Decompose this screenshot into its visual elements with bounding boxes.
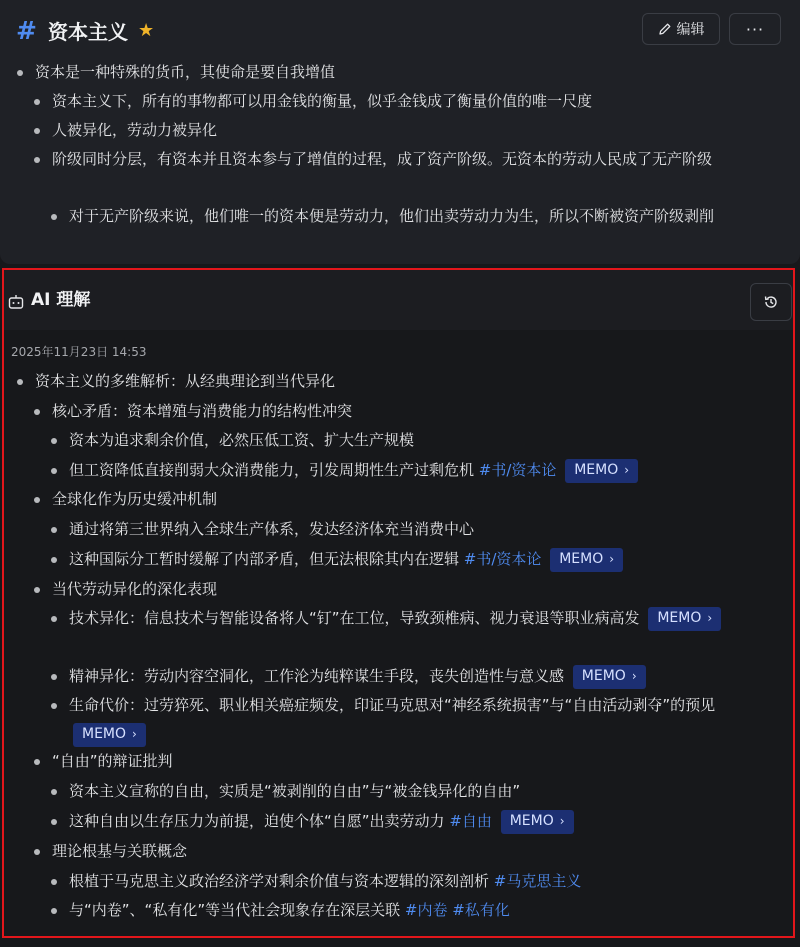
list-item: “自由”的辩证批判 bbox=[4, 747, 793, 776]
tag-link[interactable]: #书/资本论 bbox=[478, 461, 557, 479]
hashtag-icon: # bbox=[16, 15, 37, 45]
memo-button[interactable]: MEMO › bbox=[73, 723, 146, 747]
tag-link[interactable]: #书/资本论 bbox=[463, 550, 542, 568]
list-item: 通过将第三世界纳入全球生产体系，发达经济体充当消费中心 bbox=[4, 515, 793, 544]
list-item: 技术异化：信息技术与智能设备将人“钉”在工位，导致颈椎病、视力衰退等职业病高发 MEMO › bbox=[4, 604, 793, 664]
chevron-right-icon: › bbox=[559, 813, 565, 828]
more-button[interactable] bbox=[729, 13, 781, 45]
list-item: 资本主义下，所有的事物都可以用金钱的衡量，似乎金钱成了衡量价值的唯一尺度 bbox=[0, 87, 800, 116]
list-item: 精神异化：劳动内容空洞化，工作沦为纯粹谋生手段，丧失创造性与意义感 MEMO › bbox=[4, 662, 793, 691]
list-item: 但工资降低直接削弱大众消费能力，引发周期性生产过剩危机 #书/资本论 MEMO › bbox=[4, 456, 793, 485]
list-item: 这种国际分工暂时缓解了内部矛盾，但无法根除其内在逻辑 #书/资本论 MEMO › bbox=[4, 545, 793, 574]
list-item: 全球化作为历史缓冲机制 bbox=[4, 485, 793, 514]
tag-link[interactable]: #马克思主义 bbox=[493, 872, 582, 890]
list-item: 根植于马克思主义政治经济学对剩余价值与资本逻辑的深刻剖析 #马克思主义 bbox=[4, 867, 793, 896]
history-icon bbox=[763, 294, 779, 310]
edit-button[interactable] bbox=[642, 13, 720, 45]
memo-button[interactable]: MEMO › bbox=[501, 810, 574, 834]
tag-link[interactable]: #私有化 bbox=[452, 901, 510, 919]
robot-icon bbox=[8, 294, 24, 310]
memo-button[interactable]: MEMO › bbox=[648, 607, 721, 631]
more-icon: ··· bbox=[745, 19, 765, 39]
pencil-icon bbox=[658, 22, 672, 36]
list-item: 与“内卷”、“私有化”等当代社会现象存在深层关联 #内卷 #私有化 bbox=[4, 896, 793, 925]
list-item: 资本是一种特殊的货币，其使命是要自我增值 bbox=[0, 58, 800, 87]
list-item: 生命代价：过劳猝死、职业相关癌症频发，印证马克思对“神经系统损害”与“自由活动剥夺”的预见 MEMO › bbox=[4, 691, 793, 751]
tag-link[interactable]: #自由 bbox=[449, 812, 492, 830]
edit-button-label: 编辑 bbox=[676, 22, 705, 38]
list-item: 资本主义的多维解析：从经典理论到当代异化 bbox=[4, 367, 793, 396]
memo-button[interactable]: MEMO › bbox=[550, 548, 623, 572]
chevron-right-icon: › bbox=[707, 610, 713, 625]
note-title: 资本主义 bbox=[48, 19, 128, 44]
ai-timestamp: 2025年11月23日 14:53 bbox=[11, 345, 147, 359]
list-item: 理论根基与关联概念 bbox=[4, 837, 793, 866]
chevron-right-icon: › bbox=[609, 551, 615, 566]
memo-button[interactable]: MEMO › bbox=[565, 459, 638, 483]
list-item: 核心矛盾：资本增殖与消费能力的结构性冲突 bbox=[4, 397, 793, 426]
list-item: 阶级同时分层，有资本并且资本参与了增值的过程，成了资产阶级。无资本的劳动人民成了无产阶级 bbox=[0, 145, 800, 203]
note-card bbox=[0, 0, 800, 264]
chevron-right-icon: › bbox=[132, 726, 137, 741]
chevron-right-icon: › bbox=[624, 462, 630, 477]
list-item: 人被异化，劳动力被异化 bbox=[0, 116, 800, 145]
note-title-row bbox=[16, 14, 154, 46]
chevron-right-icon: › bbox=[631, 668, 637, 683]
list-item: 当代劳动异化的深化表现 bbox=[4, 575, 793, 604]
list-item: 资本主义宣称的自由，实质是“被剥削的自由”与“被金钱异化的自由” bbox=[4, 777, 793, 806]
ai-understanding-panel bbox=[2, 268, 795, 938]
memo-button[interactable]: MEMO › bbox=[573, 665, 646, 689]
list-item: 对于无产阶级来说，他们唯一的资本便是劳动力，他们出卖劳动力为生，所以不断被资产阶级剥削 bbox=[0, 202, 800, 260]
star-icon[interactable]: ★ bbox=[138, 19, 155, 41]
ai-panel-header bbox=[4, 270, 793, 330]
history-button[interactable] bbox=[750, 283, 792, 321]
tag-link[interactable]: #内卷 bbox=[404, 901, 448, 919]
list-item: 资本为追求剩余价值，必然压低工资、扩大生产规模 bbox=[4, 426, 793, 455]
ai-panel-title: AI 理解 bbox=[31, 290, 91, 310]
list-item: 这种自由以生存压力为前提，迫使个体“自愿”出卖劳动力 #自由 MEMO › bbox=[4, 807, 793, 836]
